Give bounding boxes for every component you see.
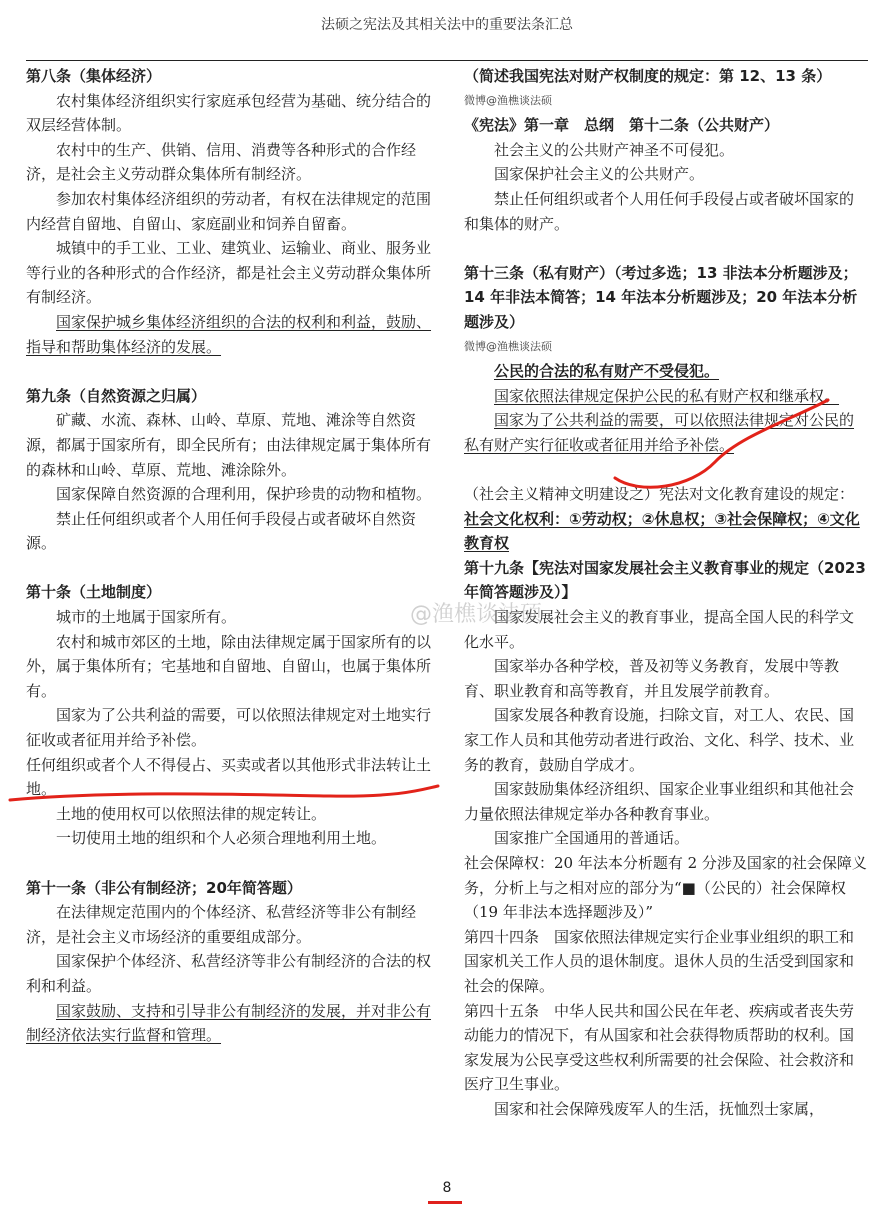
paragraph: 城镇中的手工业、工业、建筑业、运输业、商业、服务业等行业的各种形式的合作经济，都是社会主义劳动群众集体所有制经济。 (26, 239, 432, 307)
article-heading: 第十三条（私有财产）（考过多选；13 非法本分析题涉及；14 年非法本简答；14 年法本分析题涉及；20 年法本分析题涉及） (464, 263, 858, 331)
paragraph: 国家保护个体经济、私营经济等非公有制经济的合法的权利和利益。 (26, 952, 432, 995)
watermark: @渔樵谈法硕 (410, 602, 543, 627)
paragraph: 第四十四条 国家依照法律规定实行企业事业组织的职工和国家机关工作人员的退休制度。退休人员的生活受到国家和社会的保障。 (464, 927, 855, 995)
paragraph: 国家保障自然资源的合理利用，保护珍贵的动物和植物。 (56, 485, 432, 504)
weibo-watermark: 微博@渔樵谈法硕 (464, 93, 552, 107)
page-number-underline (428, 1201, 462, 1204)
paragraph: 禁止任何组织或者个人用任何手段侵占或者破坏国家的和集体的财产。 (464, 189, 855, 233)
article-heading: 第十一条（非公有制经济；20年简答题） (26, 878, 302, 897)
weibo-watermark: 微博@渔樵谈法硕 (464, 339, 552, 353)
paragraph: 国家推广全国通用的普通话。 (494, 829, 690, 848)
paragraph: 任何组织或者个人不得侵占、买卖或者以其他形式非法转让土地。 (26, 755, 432, 799)
paragraph: 矿藏、水流、森林、山岭、草原、荒地、滩涂等自然资源，都属于国家所有，即全民所有；由法律规定属于集体所有的森林和山岭、草原、荒地、滩涂除外。 (26, 411, 432, 479)
paragraph: （社会主义精神文明建设之）宪法对文化教育建设的规定： (464, 485, 855, 504)
article-heading: （简述我国宪法对财产权制度的规定：第 12、13 条） (464, 67, 832, 85)
paragraph: 农村和城市郊区的土地，除由法律规定属于国家所有的以外，属于集体所有；宅基地和自留地、自留山，也属于集体所有。 (26, 632, 432, 700)
paragraph: 国家发展各种教育设施，扫除文盲，对工人、农民、国家工作人员和其他劳动者进行政治、文化、科学、技术、业务的教育，鼓励自学成才。 (464, 706, 855, 774)
red-check-stroke (615, 400, 828, 487)
article-heading: 第八条（集体经济） (26, 67, 162, 85)
paragraph: 国家鼓励集体经济组织、国家企业事业组织和其他社会力量依照法律规定举办各种教育事业。 (464, 780, 855, 823)
paragraph: 一切使用土地的组织和个人必须合理地利用土地。 (56, 829, 387, 848)
paragraph: 农村中的生产、供销、信用、消费等各种形式的合作经济，是社会主义劳动群众集体所有制经济。 (26, 140, 417, 184)
paragraph: 农村集体经济组织实行家庭承包经营为基础、统分结合的双层经营体制。 (26, 91, 432, 135)
article-heading: 第九条（自然资源之归属） (26, 386, 207, 405)
paragraph: 城市的土地属于国家所有。 (56, 608, 237, 627)
page-header: 法硕之宪法及其相关法中的重要法条汇总 (321, 17, 573, 33)
paragraph: 社会主义的公共财产神圣不可侵犯。 (494, 140, 735, 159)
bold-paragraph: 公民的合法的私有财产不受侵犯。 (494, 362, 720, 381)
paragraph: 国家发展社会主义的教育事业，提高全国人民的科学文化水平。 (464, 608, 855, 651)
paragraph: 第四十五条 中华人民共和国公民在年老、疾病或者丧失劳动能力的情况下，有从国家和社会获得物质帮助的权利。国家发展为公民享受这些权利所需要的社会保险、社会救济和医疗卫生事业。 (464, 1001, 855, 1094)
paragraph: 社会保障权：20 年法本分析题有 2 分涉及国家的社会保障义务，分析上与之相对应的部分为“■（公民的）社会保障权（19 年非法本选择题涉及）” (464, 854, 867, 922)
rights-heading: 社会文化权利：①劳动权；②休息权；③社会保障权；④文化教育权 (464, 509, 860, 553)
page-number: 8 (442, 1180, 452, 1196)
underlined-paragraph: 国家依照法律规定保护公民的私有财产权和继承权。 (494, 386, 840, 405)
paragraph: 国家举办各种学校，普及初等义务教育，发展中等教育、职业教育和高等教育，并且发展学前教育。 (464, 657, 840, 700)
article-heading: 《宪法》第一章 总纲 第十二条（公共财产） (464, 116, 780, 135)
paragraph: 国家保护社会主义的公共财产。 (494, 165, 705, 184)
paragraph: 国家为了公共利益的需要，可以依照法律规定对土地实行征收或者征用并给予补偿。 (26, 706, 432, 750)
paragraph: 禁止任何组织或者个人用任何手段侵占或者破坏自然资源。 (26, 509, 417, 553)
article-heading: 第十条（土地制度） (26, 583, 162, 602)
paragraph: 在法律规定范围内的个体经济、私营经济等非公有制经济，是社会主义市场经济的重要组成部分。 (26, 903, 417, 946)
paragraph: 土地的使用权可以依照法律的规定转让。 (56, 804, 327, 823)
red-underline-stroke (10, 786, 438, 800)
paragraph: 参加农村集体经济组织的劳动者，有权在法律规定的范围内经营自留地、自留山、家庭副业和饲养自留畜。 (26, 189, 432, 233)
article-heading: 第十九条【宪法对国家发展社会主义教育事业的规定（2023 年简答题涉及）】 (464, 558, 866, 602)
underlined-paragraph: 国家鼓励、支持和引导非公有制经济的发展，并对非公有制经济依法实行监督和管理。 (26, 1001, 432, 1045)
underlined-paragraph: 国家为了公共利益的需要，可以依照法律规定对公民的私有财产实行征收或者征用并给予补偿。 (464, 411, 855, 454)
underlined-paragraph: 国家保护城乡集体经济组织的合法的权利和利益，鼓励、指导和帮助集体经济的发展。 (26, 312, 432, 356)
paragraph: 国家和社会保障残废军人的生活，抚恤烈士家属， (494, 1099, 825, 1118)
